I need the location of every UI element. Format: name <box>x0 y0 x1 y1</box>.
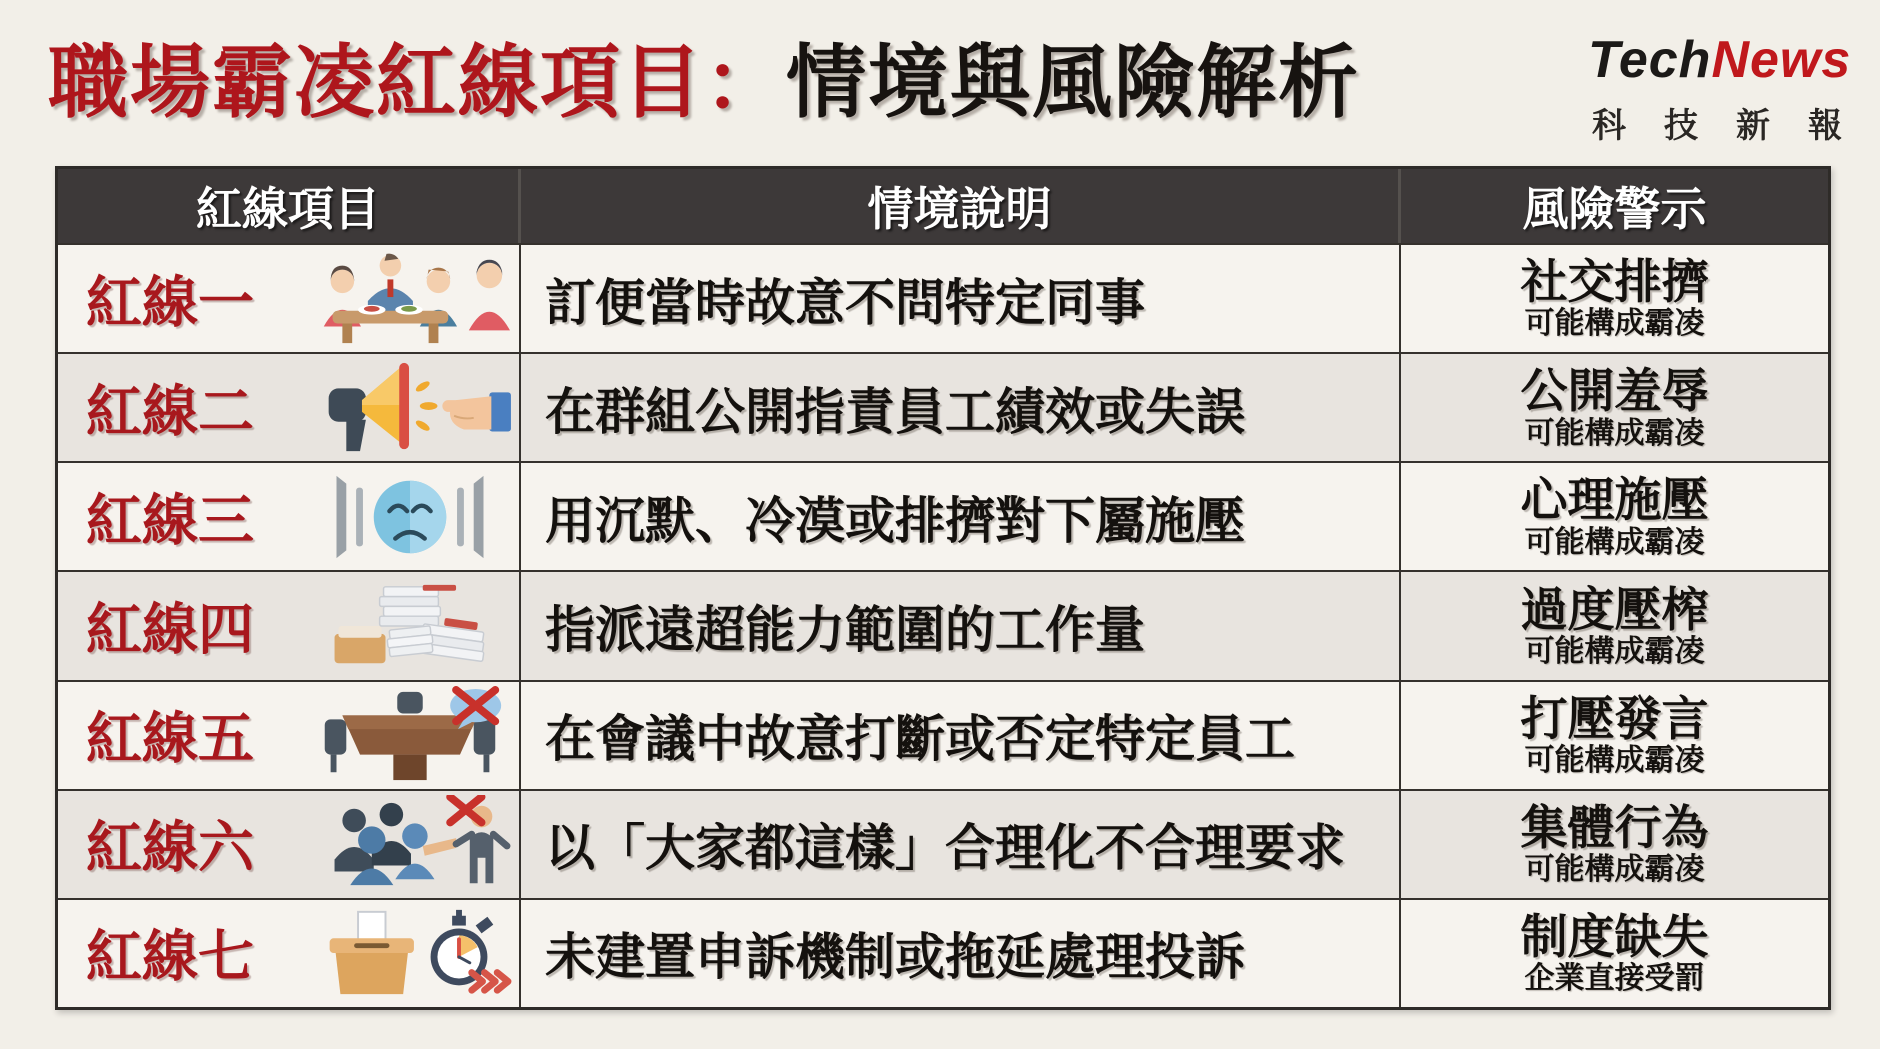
risk-note: 可能構成霸凌 <box>1524 525 1705 559</box>
technews-subtitle-char: 技 <box>1664 107 1698 145</box>
risk-note: 可能構成霸凌 <box>1524 744 1705 778</box>
risk-note: 可能構成霸凌 <box>1524 853 1705 887</box>
scenario-cell <box>521 682 1401 789</box>
table-row <box>58 570 1828 679</box>
scenario-cell <box>521 900 1401 1007</box>
risk-title: 心理施壓 <box>1520 473 1709 527</box>
technews-subtitle-char: 科 <box>1592 107 1626 145</box>
risk-note: 企業直接受罰 <box>1524 962 1705 996</box>
scenario-text: 用沉默、冷漠或排擠對下屬施壓 <box>545 492 1245 549</box>
risk-title: 集體行為 <box>1520 800 1709 854</box>
page-title-red: 職場霸凌紅線項目： <box>48 38 786 127</box>
redline-label: 紅線一 <box>86 270 254 334</box>
technews-logo <box>1588 30 1852 147</box>
cold-shoulder-icon <box>301 468 519 566</box>
meeting-silenced-icon <box>301 686 519 784</box>
technews-wordmark-news: News <box>1711 31 1852 89</box>
technews-subtitle-char: 新 <box>1736 107 1770 145</box>
redline-cell <box>58 791 521 898</box>
header-redline-item: 紅線項目 <box>58 169 521 243</box>
risk-title: 制度缺失 <box>1520 909 1709 963</box>
scenario-text: 訂便當時故意不問特定同事 <box>545 274 1145 331</box>
table-row <box>58 352 1828 461</box>
table-row <box>58 898 1828 1007</box>
technews-subtitle <box>1588 98 1846 147</box>
scenario-cell <box>521 354 1401 461</box>
table-row <box>58 461 1828 570</box>
scenario-text: 未建置申訴機制或拖延處理投訴 <box>545 929 1245 986</box>
scenario-text: 在會議中故意打斷或否定特定員工 <box>545 711 1295 768</box>
risk-note: 可能構成霸凌 <box>1524 634 1705 668</box>
page-title-black: 情境與風險解析 <box>786 38 1360 127</box>
redline-table <box>55 166 1831 1010</box>
scenario-cell <box>521 572 1401 679</box>
overwork-paperstack-icon <box>301 577 519 675</box>
table-body <box>58 243 1828 1007</box>
table-header-row <box>58 169 1828 243</box>
group-pressure-icon <box>301 795 519 893</box>
risk-cell <box>1401 354 1828 461</box>
megaphone-blame-icon <box>301 359 519 457</box>
risk-cell <box>1401 463 1828 570</box>
risk-title: 打壓發言 <box>1520 691 1709 745</box>
table-row <box>58 243 1828 352</box>
table-row <box>58 680 1828 789</box>
risk-note: 可能構成霸凌 <box>1524 307 1705 341</box>
risk-title: 公開羞辱 <box>1520 364 1709 418</box>
redline-cell <box>58 572 521 679</box>
technews-subtitle-char: 報 <box>1808 107 1842 145</box>
technews-wordmark <box>1588 30 1852 90</box>
technews-wordmark-tech: Tech <box>1588 31 1712 89</box>
risk-cell <box>1401 572 1828 679</box>
header-scenario: 情境說明 <box>521 169 1401 243</box>
scenario-cell <box>521 463 1401 570</box>
risk-title: 社交排擠 <box>1520 255 1709 309</box>
risk-cell <box>1401 791 1828 898</box>
risk-cell <box>1401 682 1828 789</box>
redline-cell <box>58 354 521 461</box>
redline-label: 紅線五 <box>86 707 254 771</box>
scenario-text: 指派遠超能力範圍的工作量 <box>545 601 1145 658</box>
redline-cell <box>58 463 521 570</box>
scenario-cell <box>521 791 1401 898</box>
risk-note: 可能構成霸凌 <box>1524 416 1705 450</box>
redline-label: 紅線三 <box>86 488 254 552</box>
scenario-text: 以「大家都這樣」合理化不合理要求 <box>545 820 1345 877</box>
risk-title: 過度壓榨 <box>1520 582 1709 636</box>
risk-cell <box>1401 245 1828 352</box>
complaint-delay-icon <box>301 904 519 1002</box>
redline-cell <box>58 682 521 789</box>
redline-label: 紅線四 <box>86 597 254 661</box>
risk-cell <box>1401 900 1828 1007</box>
scenario-text: 在群組公開指責員工績效或失誤 <box>545 383 1245 440</box>
lunch-exclusion-icon <box>301 250 519 348</box>
header-risk-warning: 風險警示 <box>1522 183 1707 235</box>
redline-label: 紅線七 <box>86 925 254 989</box>
redline-cell <box>58 900 521 1007</box>
scenario-cell <box>521 245 1401 352</box>
redline-label: 紅線六 <box>86 816 254 880</box>
table-row <box>58 789 1828 898</box>
redline-label: 紅線二 <box>86 379 254 443</box>
page-title <box>48 18 1360 133</box>
redline-cell <box>58 245 521 352</box>
